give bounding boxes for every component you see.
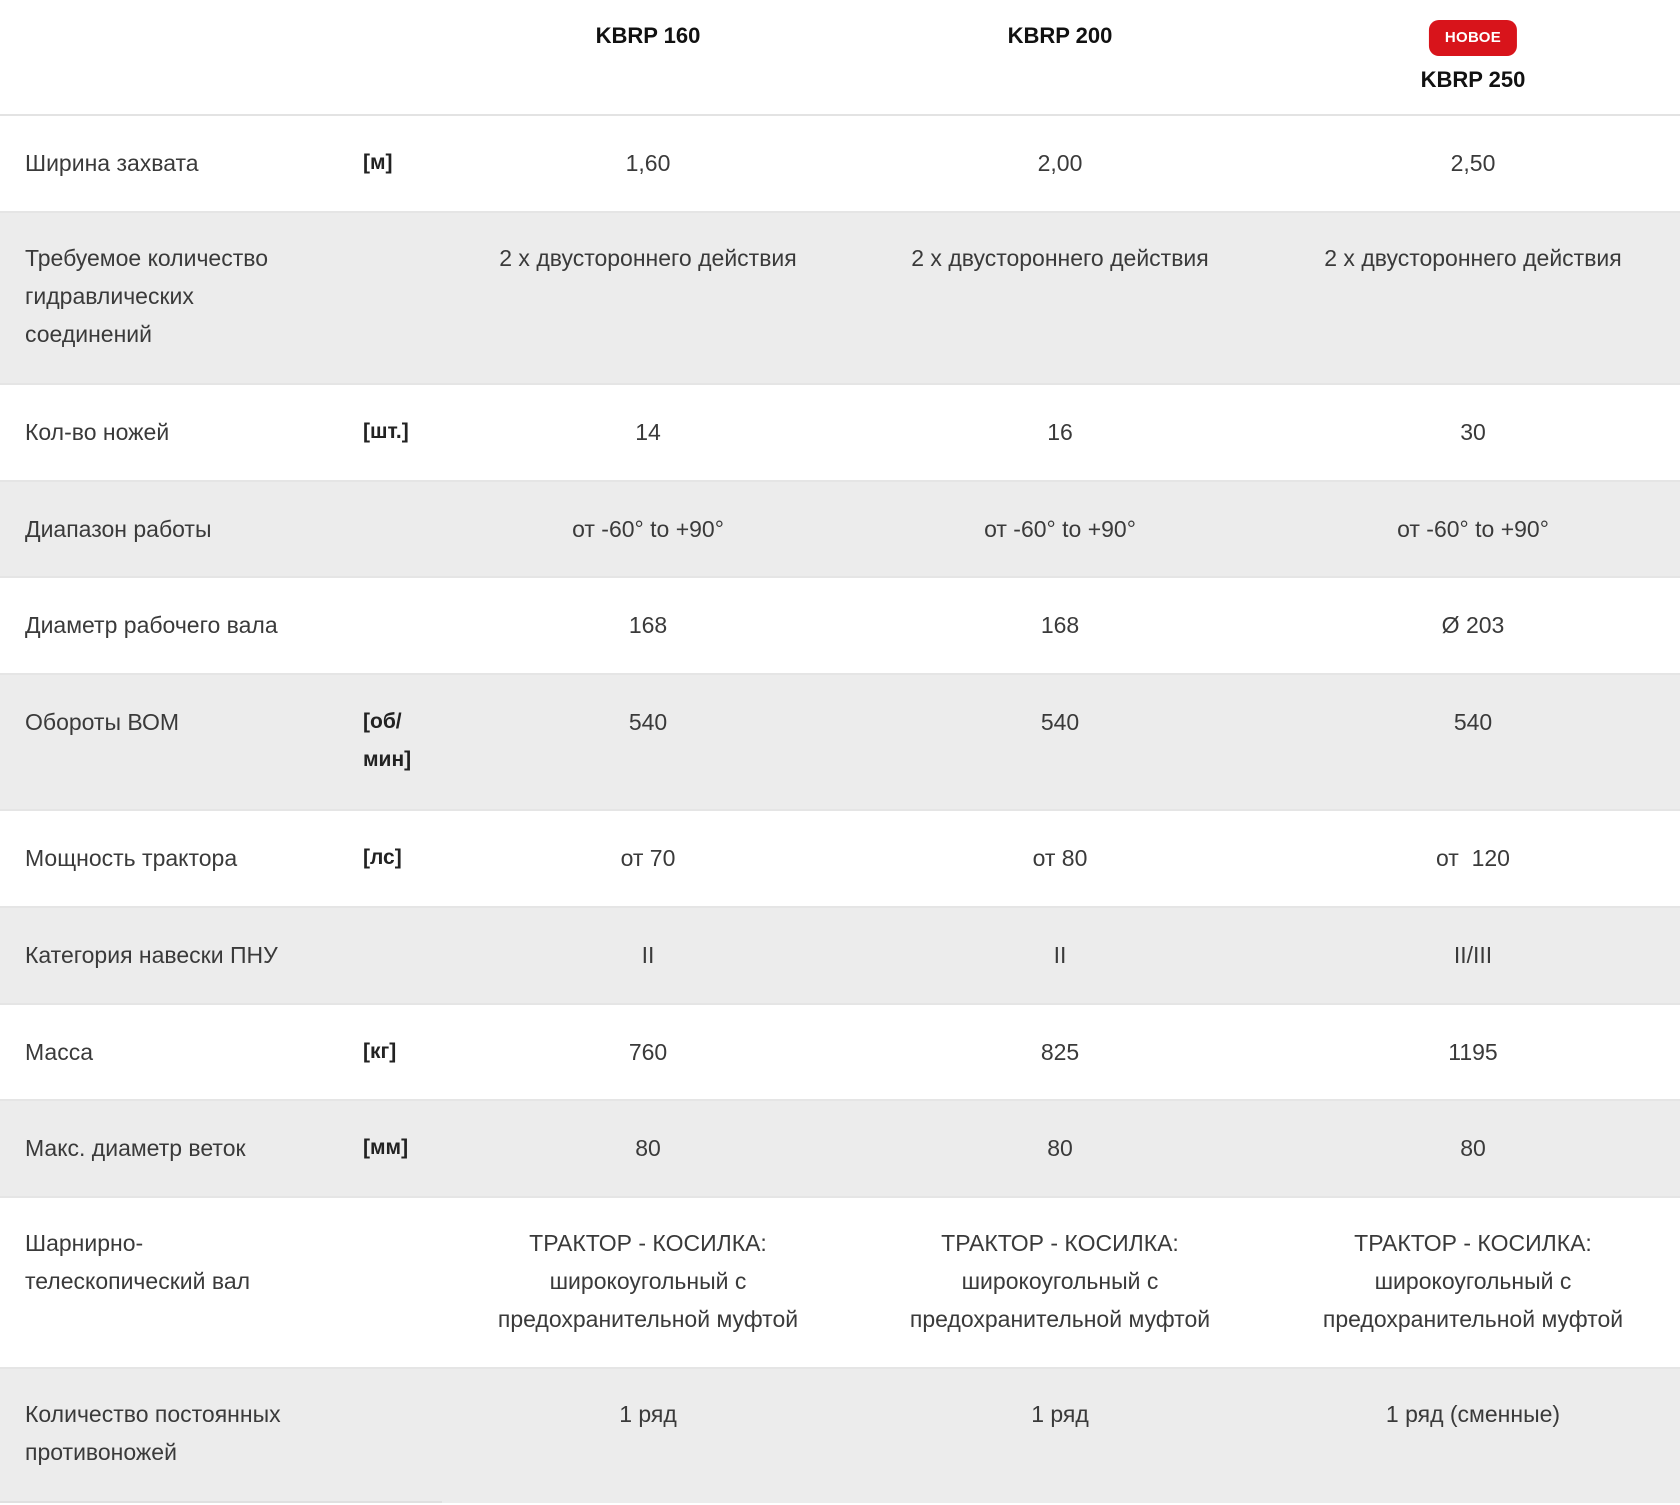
row-value: 1 ряд: [619, 1401, 677, 1427]
table-row: [0, 675, 1680, 811]
table-header: [0, 0, 1680, 116]
table-row: [0, 1198, 1680, 1369]
row-value: ТРАКТОР - КОСИЛКА: широкоугольный с предохранительной муфтой: [909, 1230, 1211, 1332]
row-label: Категория навески ПНУ: [25, 942, 278, 968]
table-row: [0, 1005, 1680, 1101]
model-column-header: [854, 0, 1266, 116]
row-unit: [лс]: [363, 846, 402, 869]
table-row: [0, 1101, 1680, 1198]
model-column-header: [1267, 0, 1679, 116]
row-label: Мощность трактора: [25, 845, 238, 871]
model-name: KBRP 250: [1420, 67, 1526, 92]
row-value: 168: [1040, 612, 1080, 638]
row-value: 540: [1040, 709, 1080, 735]
row-label: Масса: [25, 1039, 94, 1065]
row-value: II: [1053, 942, 1067, 968]
row-value: от -60° to +90°: [984, 516, 1136, 542]
row-value: 825: [1040, 1039, 1080, 1065]
row-label: Диапазон работы: [25, 516, 212, 542]
row-label: Количество постоянных противоножей: [25, 1401, 281, 1465]
row-value: 2 x двустороннего действия: [1324, 245, 1622, 271]
table-row: [0, 116, 1680, 213]
table-row: [0, 213, 1680, 385]
row-value: 80: [635, 1135, 661, 1161]
row-value: 80: [1047, 1135, 1073, 1161]
row-value: 2 x двустороннего действия: [499, 245, 797, 271]
table-row: [0, 908, 1680, 1005]
row-label: Кол-во ножей: [25, 419, 170, 445]
new-badge: НОВОЕ: [1429, 20, 1517, 56]
row-value: 168: [628, 612, 668, 638]
model-name: KBRP 160: [595, 23, 701, 48]
row-value: от 80: [1032, 845, 1088, 871]
table-row: [0, 811, 1680, 908]
row-unit: [м]: [363, 151, 393, 174]
row-value: 760: [628, 1039, 668, 1065]
row-value: II/III: [1453, 942, 1493, 968]
row-value: 540: [1453, 709, 1493, 735]
row-value: 1 ряд (сменные): [1385, 1401, 1561, 1427]
table-row: [0, 482, 1680, 578]
table-row: [0, 578, 1680, 675]
row-value: от -60° to +90°: [572, 516, 724, 542]
row-unit: [шт.]: [363, 420, 409, 443]
row-value: от 70: [620, 845, 676, 871]
row-value: ТРАКТОР - КОСИЛКА: широкоугольный с предохранительной муфтой: [497, 1230, 799, 1332]
row-unit: [кг]: [363, 1040, 397, 1063]
row-value: 540: [628, 709, 668, 735]
row-value: II: [641, 942, 655, 968]
model-name: KBRP 200: [1007, 23, 1113, 48]
row-value: 1 ряд: [1031, 1401, 1089, 1427]
table-row: [0, 385, 1680, 482]
row-value: 2,00: [1037, 150, 1083, 176]
row-value: ТРАКТОР - КОСИЛКА: широкоугольный с предохранительной муфтой: [1322, 1230, 1624, 1332]
row-value: 2,50: [1450, 150, 1496, 176]
row-value: Ø 203: [1441, 612, 1505, 638]
row-value: 80: [1460, 1135, 1486, 1161]
row-value: от 120: [1436, 845, 1510, 871]
row-value: 14: [635, 419, 661, 445]
row-value: 16: [1047, 419, 1073, 445]
row-label: Диаметр рабочего вала: [25, 612, 278, 638]
row-value: 1,60: [625, 150, 671, 176]
model-column-header: [442, 0, 854, 116]
row-unit: [мм]: [363, 1136, 409, 1159]
table-row: [0, 1369, 1680, 1503]
row-label: Требуемое количество гидравлических соединений: [25, 245, 269, 347]
row-label: Обороты ВОМ: [25, 709, 180, 735]
row-value: 1195: [1448, 1039, 1498, 1065]
row-label: Шарнирно-телескопический вал: [25, 1230, 251, 1294]
table-bottom-divider: [0, 1501, 442, 1503]
row-label: Ширина захвата: [25, 150, 199, 176]
row-value: 30: [1460, 419, 1486, 445]
row-unit: [об/мин]: [363, 710, 412, 771]
row-value: 2 x двустороннего действия: [911, 245, 1209, 271]
row-label: Макс. диаметр веток: [25, 1135, 246, 1161]
row-value: от -60° to +90°: [1397, 516, 1549, 542]
table-body: [0, 116, 1680, 1503]
